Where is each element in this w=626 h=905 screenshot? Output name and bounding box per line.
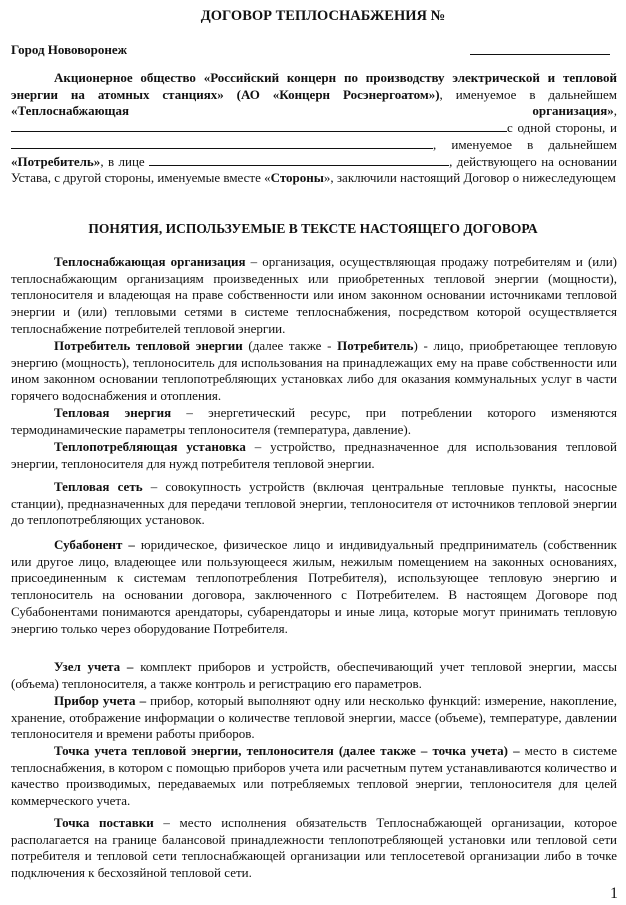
definition-term: Теплоснабжающая организация: [54, 254, 246, 269]
definition-paragraph: [11, 815, 617, 882]
definition-term: Тепловая энергия: [54, 405, 172, 420]
definition-term: Потребитель тепловой энергии: [54, 338, 243, 353]
preamble-text: , именуемое в дальнейшем: [433, 136, 617, 152]
definition-text: место в системе теплоснабжения, в котором с помощью приборов учета или расчетным путем устанавливаются количество и качество производимых, передаваемых или потребляемых тепловой энергии, теплоносителя для целей коммерческого учета.: [11, 743, 617, 809]
blank-line: [149, 164, 449, 166]
definition-text: (далее также -: [242, 338, 338, 353]
definition-paragraph: [11, 693, 617, 743]
definition-paragraph: [11, 479, 617, 529]
definition-term-short: Потребитель: [337, 338, 414, 353]
definition-text: комплект приборов и устройств, обеспечивающий учет тепловой энергии, массы (объема) теплоносителя, а также контроль и регистрацию его параметров.: [11, 659, 617, 691]
definition-text: ) - лицо, приобретающее тепловую энергию (мощность), теплоноситель для использования на принадлежащих ему на праве собственности или ином законном основании теплопотребляющих установках либо для оказания коммунальных услуг в части горячего водоснабжения и отопления.: [11, 338, 617, 404]
consumer-term: «Потребитель»: [11, 153, 101, 169]
definition-paragraph: [11, 405, 617, 438]
definition-paragraph: [11, 439, 617, 472]
definition-text: – энергетический ресурс, при потреблении которого изменяются термодинамические параметры теплоносителя (температура, давление).: [11, 405, 618, 437]
definition-term: Прибор учета –: [54, 693, 147, 708]
parties-term: Стороны: [270, 170, 324, 186]
definition-paragraph: [11, 743, 617, 810]
definition-paragraph: [11, 659, 617, 692]
page-number: 1: [610, 885, 618, 902]
definition-term: Точка поставки: [54, 815, 154, 830]
definition-term: Точка учета тепловой энергии, теплоносителя (далее также – точка учета) –: [54, 743, 520, 758]
definition-text: – место исполнения обязательств Теплоснабжающей организации, которое располагается на границе балансовой принадлежности теплопотребляющей установки или тепловой сети потребителя и тепловой сети теплоснабжающей организации или теплосетевой организации либо в точке подключения к бесхозяйной тепловой сети.: [11, 815, 617, 881]
definition-text: прибор, который выполняют одну или несколько функций: измерение, накопление, хранение, отображение информации о количестве тепловой энергии, массе (объеме), температуре, давлении теплоносителя и времени работы приборов.: [11, 693, 617, 742]
definition-term: Узел учета –: [54, 659, 134, 674]
definition-paragraph: [11, 254, 617, 338]
definition-text: – организация, осуществляющая продажу потребителям и (или) теплоснабжающим организациям произведенных или приобретенных тепловой энергии (мощности), теплоносителя и владеющая на праве собственности или ином законном основании источниками тепловой энергии и (или) тепловыми сетями в системе теплоснабжения, посредством которой осуществляется теплоснабжение потребителей тепловой энергии.: [11, 254, 617, 336]
supplier-term: «Теплоснабжающая организация»: [11, 103, 614, 119]
preamble-text: , в лице: [100, 153, 150, 169]
preamble-text: », заключили настоящий Договор о нижеследующем: [323, 170, 616, 186]
definition-text: – совокупность устройств (включая центральные тепловые пункты, насосные станции), предназначенных для передачи тепловой энергии, теплоносителя от источников тепловой энергии до теплопотребляющих установок.: [11, 479, 617, 528]
city-label: Город Нововоронеж: [11, 42, 128, 57]
city-row: [11, 42, 618, 58]
preamble-paragraph: [11, 70, 617, 187]
definition-paragraph: [11, 338, 617, 405]
blank-line: [11, 147, 433, 149]
definition-term: Субабонент –: [54, 537, 135, 552]
definition-paragraph: [11, 537, 617, 637]
definition-text: – устройство, предназначенное для использования тепловой энергии, теплоносителя для нужд потребителя тепловой энергии.: [11, 439, 617, 471]
definition-term: Тепловая сеть: [54, 479, 143, 494]
preamble-text: и: [610, 120, 617, 136]
definition-term: Теплопотребляющая установка: [54, 439, 246, 454]
organization-name: Акционерное общество «Российский концерн по производству электрической и тепловой энергии на атомных станциях» (АО «Концерн Росэнергоатом»): [11, 70, 617, 102]
preamble-text: , действующего на основании Устава, с другой стороны, именуемые вместе «: [11, 153, 617, 186]
definition-text: юридическое, физическое лицо и индивидуальный предприниматель (собственник или другое лицо, владеющее или пользующееся жилым, нежилым помещением на законных основаниях, присоединенным к системам теплопотребления Потребителя), использующее тепловую энергию и теплоноситель на основании договора, заключенного с Потребителем. В настоящем Договоре под Субабонентами понимаются арендаторы, субарендаторы и иные лица, которые могут принимать тепловую энергию только через оборудование Потребителя.: [11, 537, 617, 636]
preamble-text: с одной стороны,: [507, 120, 606, 136]
section-title: ПОНЯТИЯ, ИСПОЛЬЗУЕМЫЕ В ТЕКСТЕ НАСТОЯЩЕГО ДОГОВОРА: [88, 221, 538, 236]
document-title: ДОГОВОР ТЕПЛОСНАБЖЕНИЯ №: [200, 8, 446, 24]
blank-line: [11, 130, 507, 132]
preamble-text: ,: [613, 103, 617, 119]
preamble-text: , именуемое в дальнейшем: [439, 86, 617, 102]
date-blank-line: [470, 54, 610, 55]
